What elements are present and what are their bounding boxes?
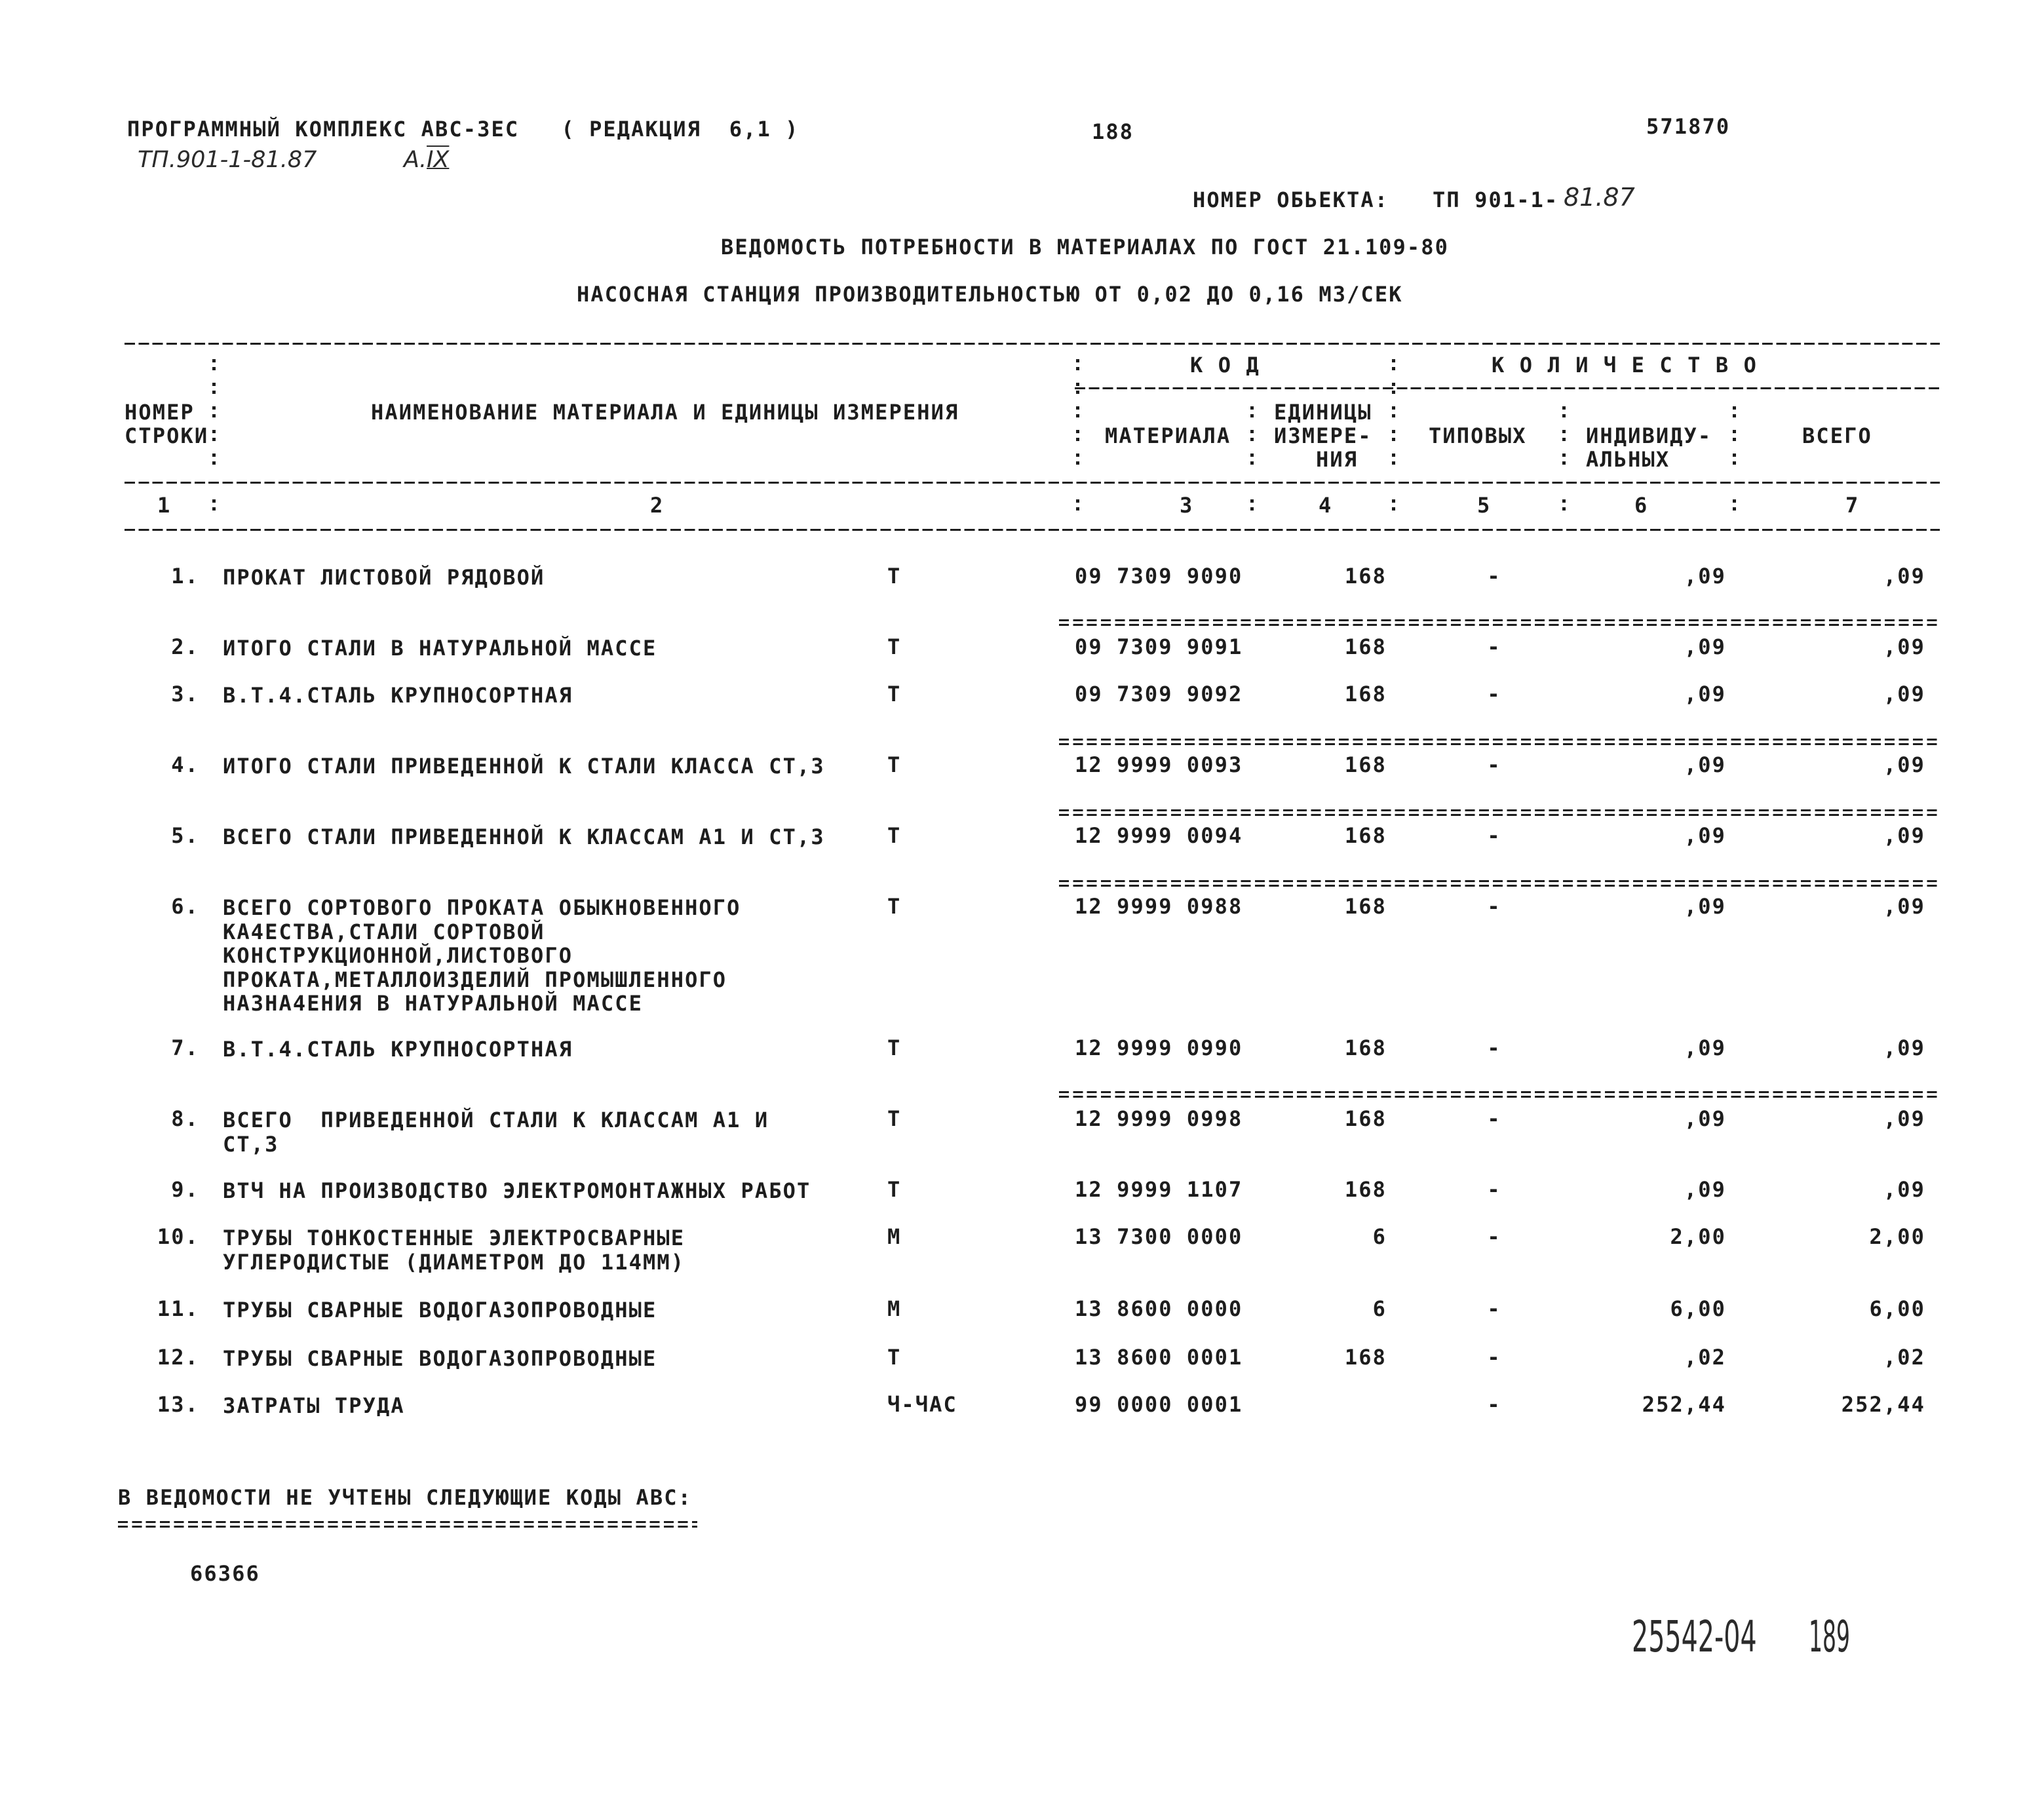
handwritten-project-code: ТП.901-1-81.87: [138, 147, 317, 173]
column-number: 5: [1477, 493, 1492, 518]
row-number: 5.: [171, 823, 199, 848]
unit-of-measure: Т: [887, 634, 902, 659]
header-material-code: МАТЕРИАЛА: [1105, 423, 1231, 448]
typical-quantity: -: [1487, 1106, 1501, 1131]
typical-quantity: -: [1487, 1035, 1501, 1060]
table-row: [0, 1226, 1940, 1275]
column-number: 2: [650, 493, 665, 518]
material-code: 12 9999 0988: [1075, 894, 1243, 919]
material-name: [223, 684, 573, 708]
document-title: ВЕДОМОСТЬ ПОТРЕБНОСТИ В МАТЕРИАЛАХ ПО ГОСТ 21.109-80: [721, 235, 1450, 260]
material-name: [223, 1394, 405, 1418]
unit-code: 168: [1344, 634, 1387, 659]
material-name-line: ТРУБЫ СВАРНЫЕ ВОДОГАЗОПРОВОДНЫЕ: [223, 1298, 657, 1322]
row-number: 10.: [157, 1224, 199, 1249]
document-number: 571870: [1646, 114, 1731, 139]
header-individual-line1: ИНДИВИДУ-: [1586, 423, 1712, 448]
program-line: ПРОГРАММНЫЙ КОМПЛЕКС АВС-3ЕС ( РЕДАКЦИЯ 6,1 ): [127, 117, 800, 142]
document-subtitle: НАСОСНАЯ СТАНЦИЯ ПРОИЗВОДИТЕЛЬНОСТЬЮ ОТ 0,02 ДО 0,16 М3/СЕК: [577, 282, 1403, 307]
table-row: [0, 1347, 1940, 1371]
material-code: 12 9999 0093: [1075, 752, 1243, 777]
individual-quantity: ,09: [1684, 894, 1726, 919]
unit-code: 6: [1372, 1224, 1387, 1249]
typical-quantity: -: [1487, 823, 1501, 848]
unit-of-measure: Т: [887, 823, 902, 848]
header-unit-line1: ЕДИНИЦЫ: [1274, 400, 1372, 425]
table-row: [0, 825, 1940, 849]
unit-of-measure: Т: [887, 1177, 902, 1202]
material-name-line: УГЛЕРОДИСТЫЕ (ДИАМЕТРОМ ДО 114ММ): [223, 1249, 685, 1275]
unit-of-measure: Т: [887, 1106, 902, 1131]
subtotal-double-rule: [1059, 1091, 1940, 1098]
total-quantity: ,09: [1883, 1035, 1925, 1060]
unit-of-measure: Т: [887, 1345, 902, 1370]
material-code: 12 9999 0094: [1075, 823, 1243, 848]
table-row: [0, 1179, 1940, 1203]
column-number: 7: [1845, 493, 1860, 518]
material-name-line: СТ,3: [223, 1131, 279, 1157]
subtotal-double-rule: [1059, 739, 1940, 745]
unit-of-measure: Т: [887, 1035, 902, 1060]
handwritten-archive-number: 25542-04: [1632, 1612, 1757, 1662]
footer-double-rule: [118, 1521, 697, 1528]
material-code: 13 8600 0001: [1075, 1345, 1243, 1370]
individual-quantity: 252,44: [1642, 1392, 1726, 1417]
material-name-line: КОНСТРУКЦИОННОЙ,ЛИСТОВОГО: [223, 943, 573, 969]
material-code: 12 9999 0990: [1075, 1035, 1243, 1060]
individual-quantity: ,09: [1684, 564, 1726, 589]
material-name-line: ТРУБЫ СВАРНЫЕ ВОДОГАЗОПРОВОДНЫЕ: [223, 1346, 657, 1371]
table-row: [0, 754, 1940, 779]
material-code: 12 9999 1107: [1075, 1177, 1243, 1202]
material-name-line: ВСЕГО ПРИВЕДЕННОЙ СТАЛИ К КЛАССАМ А1 И: [223, 1108, 769, 1132]
total-quantity: ,09: [1883, 682, 1925, 706]
material-name: [223, 1108, 769, 1156]
row-number: 8.: [171, 1106, 199, 1131]
row-number: 6.: [171, 894, 199, 919]
total-quantity: 252,44: [1841, 1392, 1925, 1417]
material-name-line: ТРУБЫ ТОНКОСТЕННЫЕ ЭЛЕКТРОСВАРНЫЕ: [223, 1226, 685, 1250]
typical-quantity: -: [1487, 752, 1501, 777]
individual-quantity: ,09: [1684, 1106, 1726, 1131]
unit-code: 168: [1344, 682, 1387, 706]
header-row-number-line1: НОМЕР: [125, 400, 195, 425]
material-code: 13 7300 0000: [1075, 1224, 1243, 1249]
row-number: 9.: [171, 1177, 199, 1202]
material-name: [223, 825, 825, 849]
material-name-line: ВСЕГО СТАЛИ ПРИВЕДЕННОЙ К КЛАССАМ А1 И СТ,3: [223, 824, 825, 849]
material-name-line: ВТЧ НА ПРОИЗВОДСТВО ЭЛЕКТРОМОНТАЖНЫХ РАБОТ: [223, 1178, 811, 1203]
row-number: 13.: [157, 1392, 199, 1417]
table-row: [0, 1037, 1940, 1062]
material-name-line: ЗАТРАТЫ ТРУДА: [223, 1393, 405, 1418]
material-name: [223, 1179, 811, 1203]
material-code: 09 7309 9091: [1075, 634, 1243, 659]
individual-quantity: ,09: [1684, 752, 1726, 777]
footer-note: В ВЕДОМОСТИ НЕ УЧТЕНЫ СЛЕДУЮЩИЕ КОДЫ АВС:: [118, 1485, 692, 1510]
material-name: [223, 754, 825, 779]
row-number: 11.: [157, 1296, 199, 1321]
row-number: 2.: [171, 634, 199, 659]
typical-quantity: -: [1487, 1224, 1501, 1249]
sheet-roman: IX: [427, 147, 450, 173]
header-unit-line3: НИЯ: [1316, 447, 1359, 472]
material-name: [223, 1347, 657, 1371]
total-quantity: ,09: [1883, 752, 1925, 777]
column-number: 3: [1180, 493, 1194, 518]
unit-code: 168: [1344, 1035, 1387, 1060]
individual-quantity: 2,00: [1670, 1224, 1726, 1249]
total-quantity: ,09: [1883, 1106, 1925, 1131]
column-number: 6: [1634, 493, 1649, 518]
header-row-number-line2: СТРОКИ: [125, 423, 209, 448]
material-name-line: НАЗНА4ЕНИЯ В НАТУРАЛЬНОЙ МАССЕ: [223, 991, 643, 1016]
unit-of-measure: Ч-ЧАС: [887, 1392, 957, 1417]
object-code-handwritten: 81.87: [1564, 183, 1635, 212]
material-code: 13 8600 0000: [1075, 1296, 1243, 1321]
individual-quantity: ,09: [1684, 634, 1726, 659]
material-name: [223, 1037, 573, 1062]
individual-quantity: ,09: [1684, 1035, 1726, 1060]
individual-quantity: ,09: [1684, 823, 1726, 848]
header-quantity-group: К О Л И Ч Е С Т В О: [1492, 353, 1758, 377]
material-code: 09 7309 9092: [1075, 682, 1243, 706]
individual-quantity: ,09: [1684, 682, 1726, 706]
unit-code: 168: [1344, 1345, 1387, 1370]
material-name-line: В.Т.4.СТАЛЬ КРУПНОСОРТНАЯ: [223, 1037, 573, 1062]
table-row: [0, 1394, 1940, 1418]
typical-quantity: -: [1487, 634, 1501, 659]
typical-quantity: -: [1487, 1345, 1501, 1370]
unit-code: 168: [1344, 564, 1387, 589]
header-typical: ТИПОВЫХ: [1429, 423, 1527, 448]
material-name-line: ПРОКАТА,МЕТАЛЛОИЗДЕЛИЙ ПРОМЫШЛЕННОГО: [223, 967, 727, 992]
object-label: НОМЕР ОБЬЕКТА:: [1193, 187, 1389, 212]
unit-of-measure: Т: [887, 894, 902, 919]
typical-quantity: -: [1487, 894, 1501, 919]
unit-code: 168: [1344, 1177, 1387, 1202]
total-quantity: ,09: [1883, 894, 1925, 919]
header-code-group: К О Д: [1190, 353, 1260, 377]
individual-quantity: ,09: [1684, 1177, 1726, 1202]
total-quantity: 2,00: [1869, 1224, 1925, 1249]
unit-of-measure: Т: [887, 752, 902, 777]
typical-quantity: -: [1487, 1392, 1501, 1417]
row-number: 1.: [171, 564, 199, 589]
table-row: [0, 684, 1940, 708]
unit-of-measure: Т: [887, 682, 902, 706]
material-name-line: ПРОКАТ ЛИСТОВОЙ РЯДОВОЙ: [223, 565, 545, 590]
row-number: 7.: [171, 1035, 199, 1060]
individual-quantity: ,02: [1684, 1345, 1726, 1370]
unit-code: 168: [1344, 1106, 1387, 1131]
table-row: [0, 566, 1940, 590]
unit-of-measure: М: [887, 1296, 902, 1321]
typical-quantity: -: [1487, 564, 1501, 589]
object-code: ТП 901-1-: [1433, 187, 1559, 212]
row-number: 12.: [157, 1345, 199, 1370]
header-total: ВСЕГО: [1802, 423, 1872, 448]
material-code: 99 0000 0001: [1075, 1392, 1243, 1417]
material-name: [223, 1298, 657, 1322]
header-unit-line2: ИЗМЕРЕ-: [1274, 423, 1372, 448]
typical-quantity: -: [1487, 1296, 1501, 1321]
unit-code: 168: [1344, 823, 1387, 848]
table-row: [0, 636, 1940, 661]
material-name-line: ИТОГО СТАЛИ В НАТУРАЛЬНОЙ МАССЕ: [223, 636, 657, 661]
unit-code: 168: [1344, 894, 1387, 919]
material-name: [223, 636, 657, 661]
material-name: [223, 896, 741, 1016]
row-number: 4.: [171, 752, 199, 777]
total-quantity: ,09: [1883, 634, 1925, 659]
material-name-line: КА4ЕСТВА,СТАЛИ СОРТОВОЙ: [223, 919, 545, 944]
footer-code: 66366: [190, 1561, 260, 1586]
material-name: [223, 566, 545, 590]
column-number: 1: [157, 493, 172, 518]
subtotal-double-rule: [1059, 809, 1940, 816]
header-individual-line2: АЛЬНЫХ: [1586, 447, 1670, 472]
table-row: [0, 1298, 1940, 1322]
total-quantity: ,09: [1883, 564, 1925, 589]
material-code: 09 7309 9090: [1075, 564, 1243, 589]
table-row: [0, 896, 1940, 1016]
unit-of-measure: М: [887, 1224, 902, 1249]
column-number: 4: [1319, 493, 1333, 518]
sheet-prefix: А.: [404, 147, 427, 173]
total-quantity: 6,00: [1869, 1296, 1925, 1321]
typical-quantity: -: [1487, 682, 1501, 706]
material-name: [223, 1226, 685, 1274]
row-number: 3.: [171, 682, 199, 706]
material-name-line: ВСЕГО СОРТОВОГО ПРОКАТА ОБЫКНОВЕННОГО: [223, 895, 741, 920]
total-quantity: ,02: [1883, 1345, 1925, 1370]
unit-code: 6: [1372, 1296, 1387, 1321]
unit-of-measure: Т: [887, 564, 902, 589]
individual-quantity: 6,00: [1670, 1296, 1726, 1321]
subtotal-double-rule: [1059, 619, 1940, 626]
typical-quantity: -: [1487, 1177, 1501, 1202]
table-row: [0, 1108, 1940, 1157]
subtotal-double-rule: [1059, 880, 1940, 887]
unit-code: 168: [1344, 752, 1387, 777]
handwritten-page-number: 189: [1809, 1612, 1850, 1662]
total-quantity: ,09: [1883, 1177, 1925, 1202]
material-name-line: ИТОГО СТАЛИ ПРИВЕДЕННОЙ К СТАЛИ КЛАССА СТ,3: [223, 754, 825, 779]
material-code: 12 9999 0998: [1075, 1106, 1243, 1131]
total-quantity: ,09: [1883, 823, 1925, 848]
page-number: 188: [1092, 119, 1134, 144]
header-material-name: НАИМЕНОВАНИЕ МАТЕРИАЛА И ЕДИНИЦЫ ИЗМЕРЕНИЯ: [371, 400, 959, 425]
material-name-line: В.Т.4.СТАЛЬ КРУПНОСОРТНАЯ: [223, 683, 573, 708]
